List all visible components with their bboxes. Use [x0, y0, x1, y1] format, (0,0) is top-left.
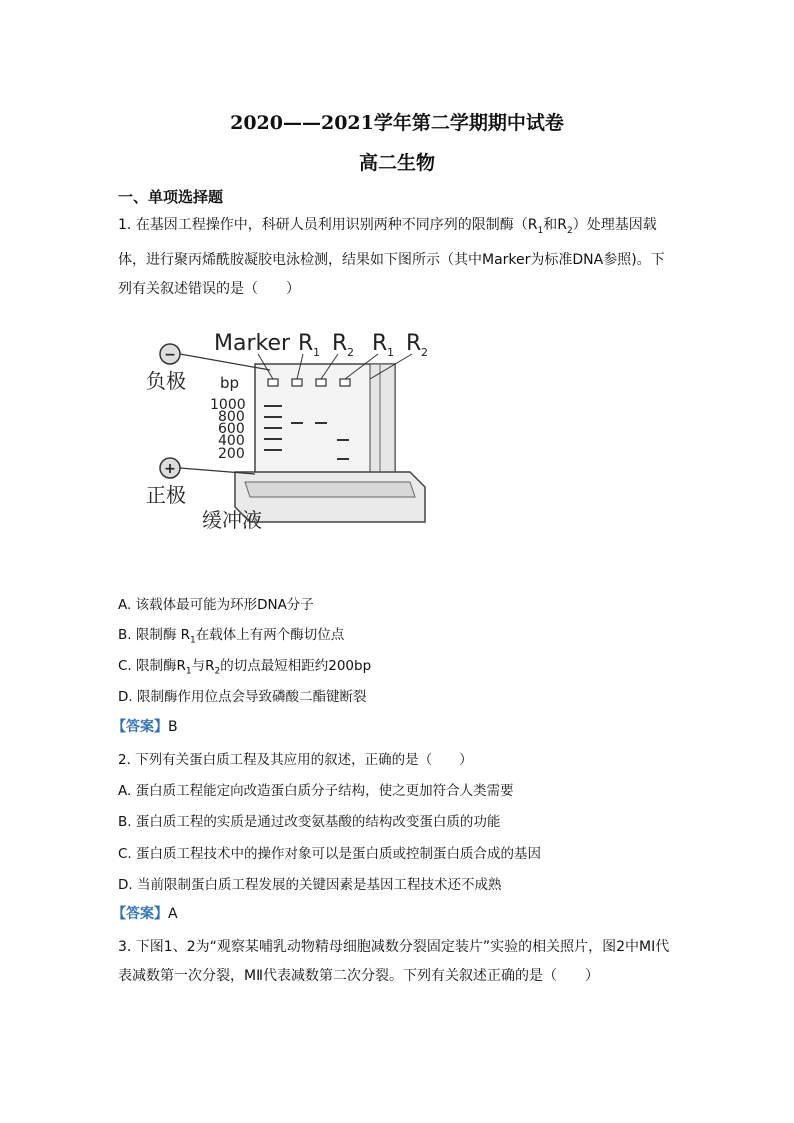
- scale-800: 800: [218, 409, 245, 425]
- lane-label-r2: R: [332, 331, 348, 356]
- well-marker: [268, 379, 278, 386]
- q1-answer: 【答案】B: [112, 719, 178, 735]
- lane-label-r1: R: [298, 331, 314, 356]
- lane-label-r1-2: R: [372, 331, 388, 356]
- buffer-liquid: [245, 482, 415, 497]
- page-title: 2020——2021学年第二学期期中试卷: [230, 112, 564, 134]
- question-2-stem: 2. 下列有关蛋白质工程及其应用的叙述，正确的是（ ）: [118, 752, 473, 768]
- question-3-stem: 3. 下图1、2为“观察某哺乳动物精母细胞减数分裂固定装片”实验的相关照片，图2中MⅠ代表减数第一次分裂，MⅡ代表减数第二次分裂。下列有关叙述正确的是（ ）: [118, 939, 670, 984]
- q2-answer: 【答案】A: [112, 906, 178, 922]
- q2-option-b: B. 蛋白质工程的实质是通过改变氨基酸的结构改变蛋白质的功能: [118, 814, 501, 830]
- well-r2: [316, 379, 326, 386]
- electrophoresis-figure: [140, 322, 460, 542]
- lane-sub-r1-2: 1: [387, 346, 394, 359]
- lane-label-r2-2: R: [406, 331, 422, 356]
- positive-wire: [180, 468, 255, 474]
- well-r1: [292, 379, 302, 386]
- lane-label-marker: Marker: [214, 331, 291, 356]
- negative-sign: −: [164, 347, 176, 363]
- unit-label: bp: [220, 374, 240, 392]
- scale-400: 400: [218, 433, 245, 449]
- lane-sub-r2-2: 2: [421, 346, 428, 359]
- negative-wire: [180, 354, 270, 370]
- section-heading: 一、单项选择题: [118, 188, 224, 206]
- scale-1000: 1000: [210, 397, 246, 413]
- buffer-label: 缓冲液: [202, 508, 262, 532]
- q1-option-d: D. 限制酶作用位点会导致磷酸二酯键断裂: [118, 689, 367, 705]
- scale-600: 600: [218, 421, 245, 437]
- q1-option-b: B. 限制酶 $R_1$在载体上有两个酶切位点: [118, 627, 345, 646]
- q2-option-d: D. 当前限制蛋白质工程发展的关键因素是基因工程技术还不成熟: [118, 877, 502, 893]
- question-1-stem: 1. 在基因工程操作中，科研人员利用识别两种不同序列的限制酶（$R_1$和$R_2$）处理基因载体，进行聚丙烯酰胺凝胶电泳检测，结果如下图所示（其中Marker为标准DNA参照)。下列有关叙述错误的是（ ）: [118, 217, 665, 297]
- positive-label: 正极: [146, 483, 186, 507]
- negative-label: 负极: [146, 369, 186, 393]
- page-subtitle: 高二生物: [358, 152, 435, 174]
- lane-sub-r1: 1: [313, 346, 320, 359]
- q1-option-a: A. 该载体最可能为环形DNA分子: [118, 597, 314, 613]
- lane-sub-r2: 2: [347, 346, 354, 359]
- q1-option-c: C. 限制酶$R_1$与$R_2$的切点最短相距约200bp: [118, 658, 372, 677]
- positive-sign: +: [164, 461, 176, 477]
- well-r1-2: [340, 379, 350, 386]
- q2-option-a: A. 蛋白质工程能定向改造蛋白质分子结构，使之更加符合人类需要: [118, 783, 514, 799]
- scale-200: 200: [218, 446, 245, 462]
- q2-option-c: C. 蛋白质工程技术中的操作对象可以是蛋白质或控制蛋白质合成的基因: [118, 846, 542, 862]
